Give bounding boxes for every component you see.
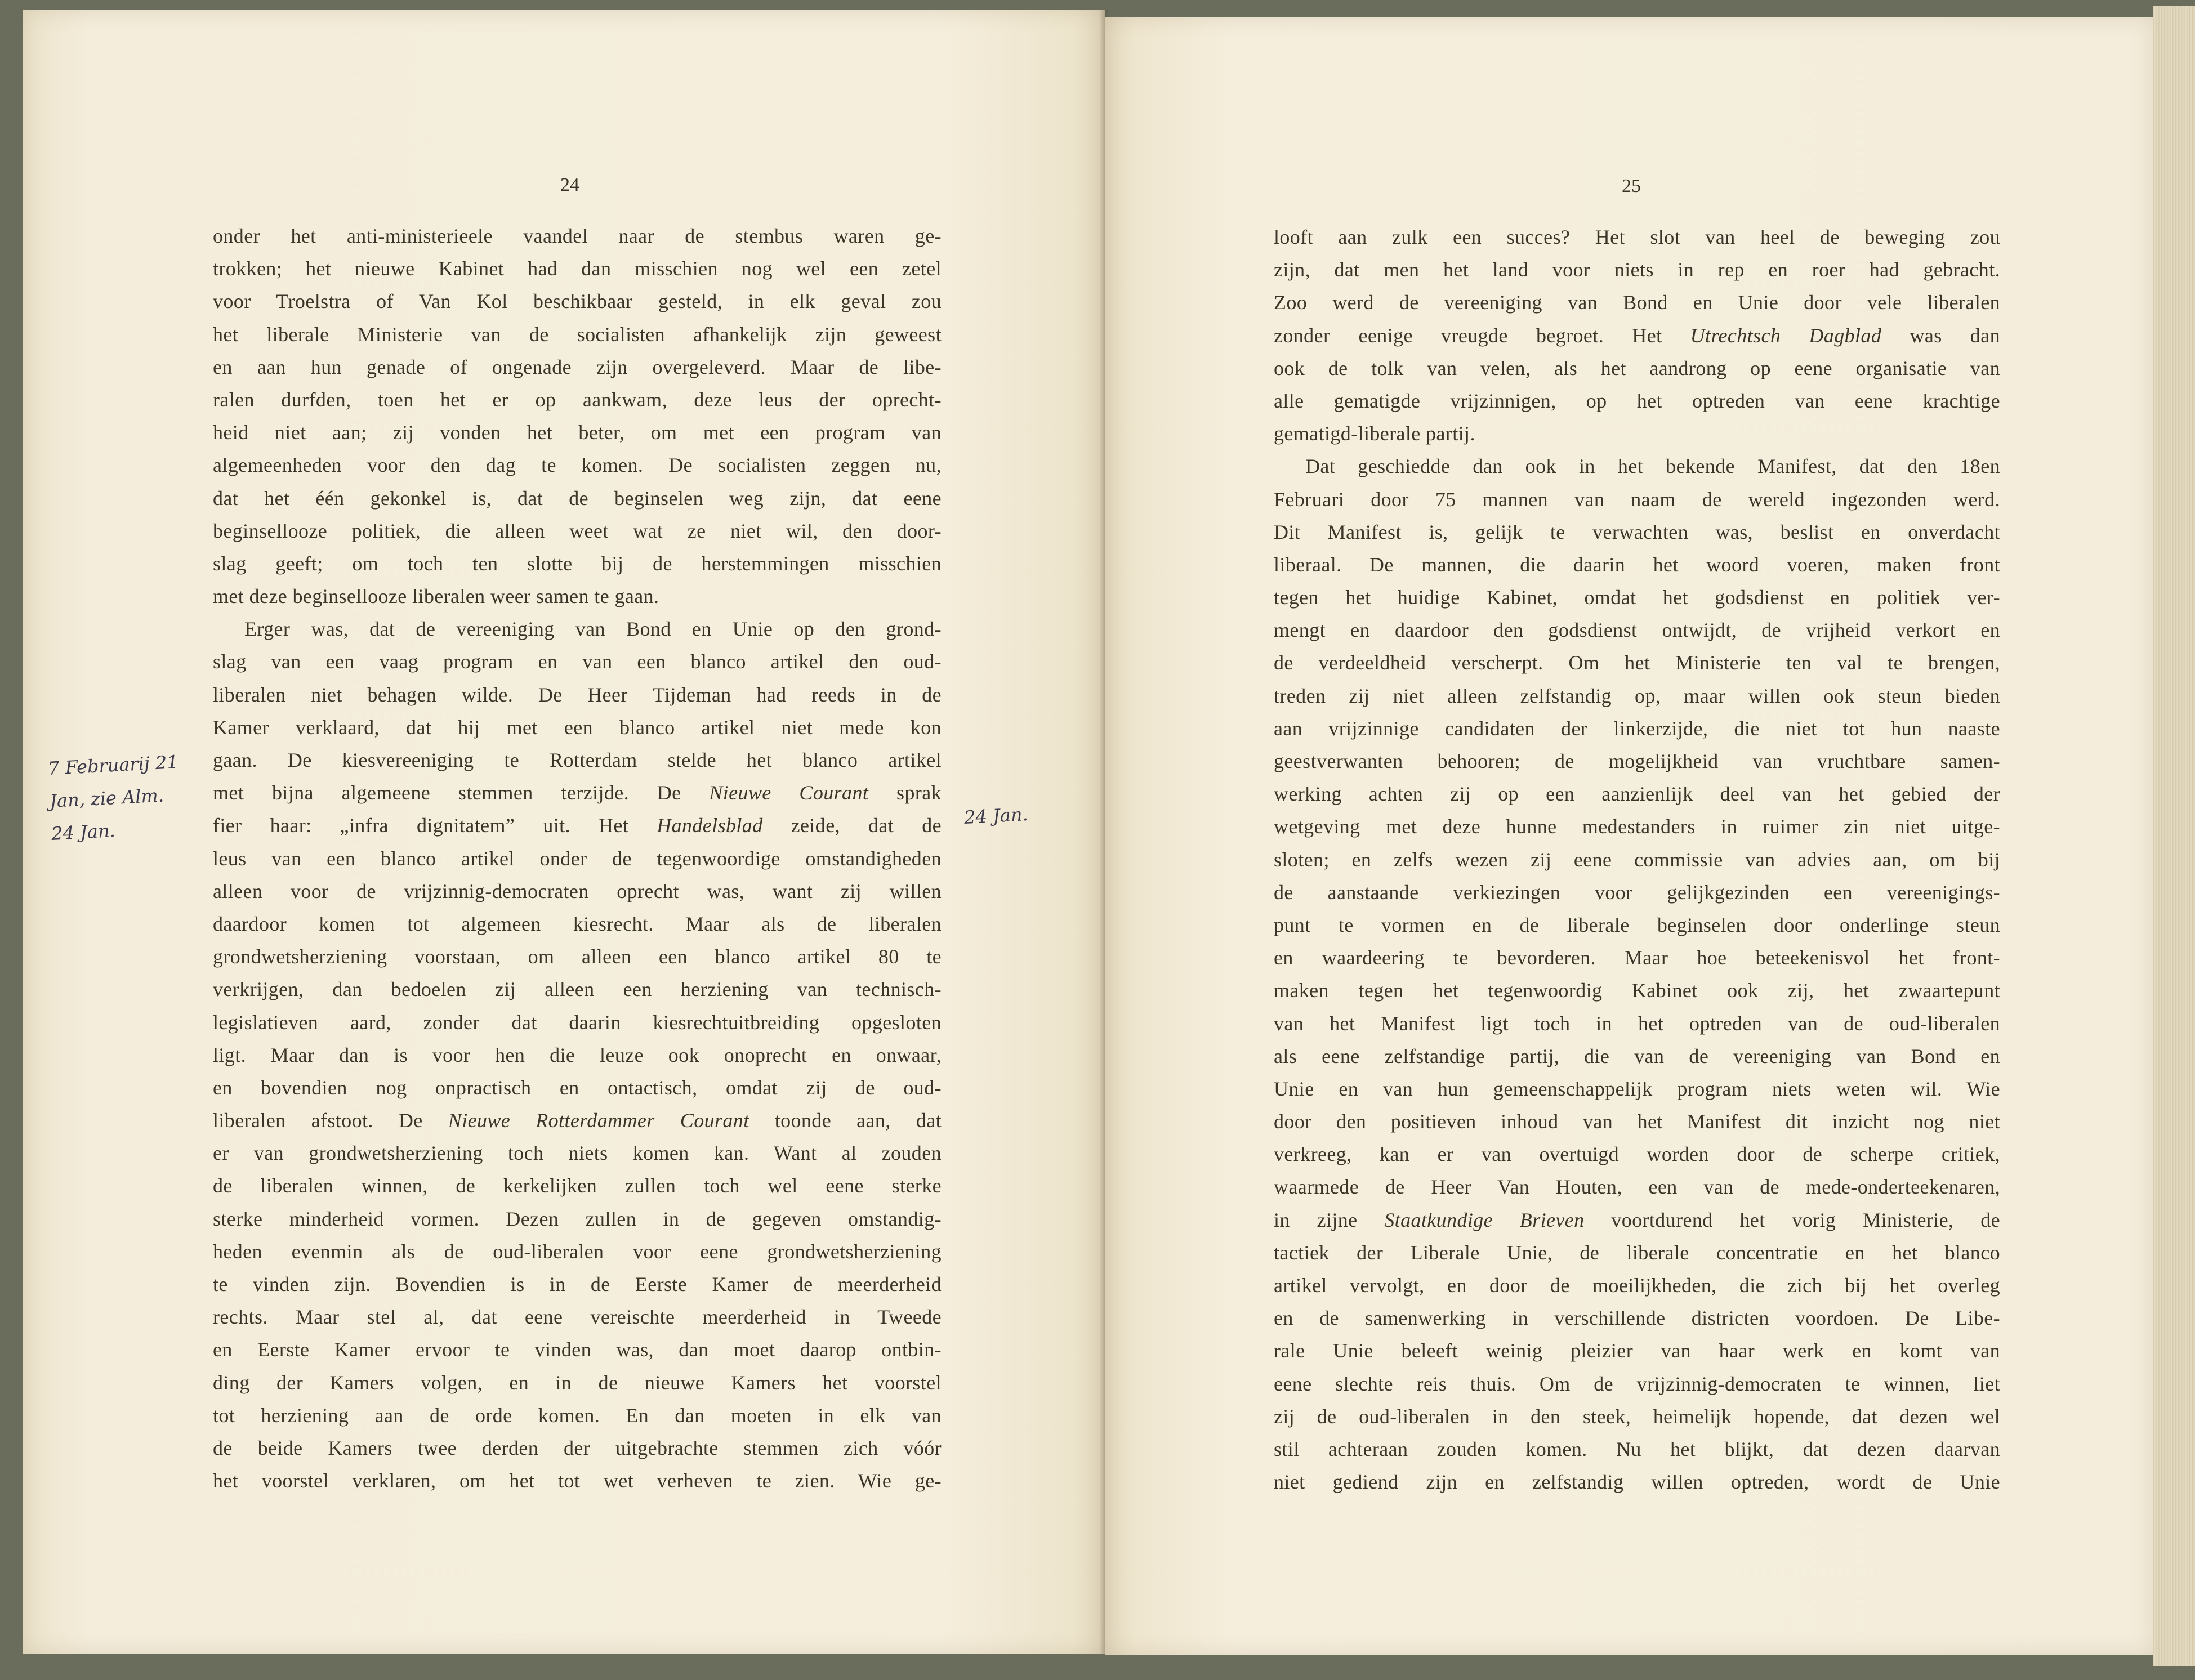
text-line bbox=[213, 1006, 942, 1039]
text-line-content: en aan hun genade of ongenade zijn overgeleverd. Maar de libe- bbox=[213, 355, 942, 378]
text-line-content: Zoo werd de vereeniging van Bond en Unie door vele liberalen bbox=[1274, 291, 2000, 314]
text-line bbox=[213, 515, 942, 547]
text-line-content: door den positieven inhoud van het Manifest dit inzicht nog niet bbox=[1274, 1110, 2000, 1133]
text-line-content: en Eerste Kamer ervoor te vinden was, dan moet daarop ontbin- bbox=[213, 1338, 942, 1361]
text-line bbox=[213, 842, 942, 875]
text-line-content: legislatieven aard, zonder dat daarin kiesrechtuitbreiding opgesloten bbox=[213, 1011, 942, 1034]
text-line-content: rale Unie beleeft weinig pleizier van haar werk en komt van bbox=[1274, 1339, 2000, 1362]
text-line-content: ligt. Maar dan is voor hen die leuze ook onoprecht en onwaar, bbox=[213, 1043, 942, 1066]
text-line bbox=[213, 973, 942, 1006]
text-line bbox=[1274, 941, 2000, 974]
text-line-content: en de samenwerking in verschillende districten voordoen. De Libe- bbox=[1274, 1307, 2000, 1330]
text-line-content: treden zij niet alleen zelfstandig op, maar willen ook steun bieden bbox=[1274, 684, 2000, 707]
italic-title: Nieuwe Rotterdammer Courant bbox=[448, 1109, 749, 1132]
text-line bbox=[213, 1366, 942, 1399]
text-line-content: Dit Manifest is, gelijk te verwachten was, beslist en onverdacht bbox=[1274, 520, 2000, 543]
text-line-content: geestverwanten behooren; de mogelijkheid van vruchtbare samen- bbox=[1274, 750, 2000, 772]
text-line-content: de verdeeldheid verscherpt. Om het Ministerie ten val te brengen, bbox=[1274, 651, 2000, 674]
text-line bbox=[1274, 450, 2000, 482]
text-line-content: van het Manifest ligt toch in het optreden van de oud-liberalen bbox=[1274, 1012, 2000, 1035]
text-line bbox=[213, 220, 942, 252]
text-line bbox=[1274, 974, 2000, 1007]
text-line-content: mengt en daardoor den godsdienst ontwijdt, de vrijheid verkort en bbox=[1274, 619, 2000, 642]
text-line bbox=[213, 1464, 942, 1497]
text-line bbox=[1274, 1433, 2000, 1465]
text-line-content: zij de oud-liberalen in den steek, heimelijk hopende, dat dezen wel bbox=[1274, 1405, 2000, 1428]
text-line bbox=[1274, 1400, 2000, 1433]
text-line bbox=[1274, 1204, 2000, 1236]
text-line-content: beginsellooze politiek, die alleen weet wat ze niet wil, den door- bbox=[213, 519, 942, 542]
text-line-content: trokken; het nieuwe Kabinet had dan misschien nog wel een zetel bbox=[213, 257, 942, 280]
text-line bbox=[213, 1039, 942, 1071]
text-line-content: de beide Kamers twee derden der uitgebrachte stemmen zich vóór bbox=[213, 1436, 942, 1459]
text-line bbox=[1274, 1269, 2000, 1302]
text-line-content: met deze beginsellooze liberalen weer samen te gaan. bbox=[213, 585, 659, 608]
text-line-content: heid niet aan; zij vonden het beter, om met een program van bbox=[213, 421, 942, 444]
text-line-tail: sprak bbox=[868, 781, 942, 805]
text-line-content: artikel vervolgt, en door de moeilijkheden, die zich bij het overleg bbox=[1274, 1274, 2000, 1297]
text-line-content: Unie en van hun gemeenschappelijk program niets weten wil. Wie bbox=[1274, 1077, 2000, 1100]
text-line bbox=[213, 1235, 942, 1268]
text-line bbox=[213, 809, 942, 842]
text-line-content: de aanstaande verkiezingen voor gelijkgezinden een vereenigings- bbox=[1274, 881, 2000, 904]
text-line-content: ook de tolk van velen, als het aandrong op eene organisatie van bbox=[1274, 356, 2000, 379]
text-line-content: ding der Kamers volgen, en in de nieuwe Kamers het voorstel bbox=[213, 1371, 942, 1394]
text-line bbox=[1274, 319, 2000, 352]
text-line bbox=[1274, 614, 2000, 646]
right-page bbox=[1105, 17, 2153, 1655]
text-line bbox=[1274, 1105, 2000, 1138]
text-line-content: en waardeering te bevorderen. Maar hoe beteekenisvol het front- bbox=[1274, 946, 2000, 969]
text-line-content: leus van een blanco artikel onder de tegenwoordige omstandigheden bbox=[213, 847, 942, 870]
text-line-tail: toonde aan, dat bbox=[749, 1109, 942, 1132]
margin-note-line: 24 Jan. bbox=[51, 820, 116, 845]
left-text-column bbox=[213, 220, 942, 1497]
margin-note-line: 7 Februarij 21 bbox=[47, 751, 179, 780]
text-line bbox=[213, 1169, 942, 1202]
text-line bbox=[1274, 876, 2000, 909]
text-line bbox=[213, 776, 942, 809]
text-line-content: slag geeft; om toch ten slotte bij de herstemmingen misschien bbox=[213, 552, 942, 575]
text-line-content: liberaal. De mannen, die daarin het woord voeren, maken front bbox=[1274, 553, 2000, 576]
text-line-content: ralen durfden, toen het er op aankwam, deze leus der oprecht- bbox=[213, 388, 942, 411]
text-line-content: tegen het huidige Kabinet, omdat het godsdienst en politiek ver- bbox=[1274, 586, 2000, 609]
text-line bbox=[1274, 1073, 2000, 1105]
text-line bbox=[1274, 1368, 2000, 1400]
text-line-content: rechts. Maar stel al, dat eene vereischte meerderheid in Tweede bbox=[213, 1306, 942, 1329]
text-line-content: Dat geschiedde dan ook in het bekende Manifest, dat den 18en bbox=[1305, 455, 2000, 478]
right-text-column bbox=[1274, 221, 2000, 1498]
text-line-content: te vinden zijn. Bovendien is in de Eerste Kamer de meerderheid bbox=[213, 1273, 942, 1295]
text-line bbox=[1274, 1302, 2000, 1334]
text-line bbox=[213, 1104, 942, 1137]
text-line bbox=[213, 1071, 942, 1104]
text-line bbox=[213, 252, 942, 285]
page-edges bbox=[2153, 6, 2195, 1666]
text-line bbox=[213, 1268, 942, 1301]
text-line-content: verkrijgen, dan bedoelen zij alleen een herziening van technisch- bbox=[213, 978, 942, 1001]
text-line-content: daardoor komen tot algemeen kiesrecht. Maar als de liberalen bbox=[213, 912, 942, 935]
text-line bbox=[213, 645, 942, 678]
text-line bbox=[1274, 646, 2000, 679]
text-line-content: tactiek der Liberale Unie, de liberale concentratie en het blanco bbox=[1274, 1241, 2000, 1264]
text-line bbox=[213, 416, 942, 449]
text-line-content: gematigd-liberale partij. bbox=[1274, 422, 1475, 445]
handwritten-margin-note-left bbox=[47, 745, 183, 850]
text-line-content: Erger was, dat de vereeniging van Bond en Unie op den grond- bbox=[244, 618, 942, 641]
italic-title: Staatkundige Brieven bbox=[1384, 1208, 1585, 1231]
text-line-content: maken tegen het tegenwoordig Kabinet ook zij, het zwaartepunt bbox=[1274, 979, 2000, 1002]
text-line bbox=[1274, 778, 2000, 810]
text-line bbox=[1274, 1334, 2000, 1367]
text-line-content: werking achten zij op een aanzienlijk deel van het gebied der bbox=[1274, 783, 2000, 806]
text-line bbox=[213, 908, 942, 940]
text-line-content: het liberale Ministerie van de socialisten afhankelijk zijn geweest bbox=[213, 323, 942, 346]
left-page bbox=[23, 10, 1105, 1654]
text-line bbox=[1274, 483, 2000, 516]
text-line-tail: voortdurend het vorig Ministerie, de bbox=[1584, 1208, 2000, 1231]
italic-title: Handelsblad bbox=[657, 814, 763, 837]
text-line-content: als eene zelfstandige partij, die van de vereeniging van Bond en bbox=[1274, 1044, 2000, 1067]
text-line-tail: was dan bbox=[1881, 324, 2000, 347]
text-line-content: liberalen niet behagen wilde. De Heer Tijdeman had reeds in de bbox=[213, 683, 942, 706]
text-line-content: stil achteraan zouden komen. Nu het blijkt, dat dezen daarvan bbox=[1274, 1437, 2000, 1460]
text-line bbox=[213, 1137, 942, 1169]
text-line-content: het voorstel verklaren, om het tot wet verheven te zien. Wie ge- bbox=[213, 1469, 942, 1493]
text-line bbox=[1274, 1465, 2000, 1498]
text-line bbox=[1274, 680, 2000, 712]
text-line-content: sloten; en zelfs wezen zij eene commissie van advies aan, om bij bbox=[1274, 848, 2000, 871]
text-line bbox=[213, 351, 942, 383]
text-line-content: Kamer verklaard, dat hij met een blanco artikel niet mede kon bbox=[213, 716, 942, 739]
text-line-content: liberalen afstoot. De bbox=[213, 1109, 448, 1132]
text-line-content: slag van een vaag program en van een blanco artikel den oud- bbox=[213, 650, 942, 673]
margin-note-line: Jan, zie Alm. bbox=[49, 784, 164, 812]
text-line-content: gaan. De kiesvereeniging te Rotterdam stelde het blanco artikel bbox=[213, 749, 942, 771]
text-line-content: niet gediend zijn en zelfstandig willen optreden, wordt de Unie bbox=[1274, 1471, 2000, 1494]
text-line bbox=[213, 711, 942, 744]
text-line bbox=[213, 1301, 942, 1333]
text-line bbox=[213, 482, 942, 515]
text-line bbox=[213, 1203, 942, 1235]
text-line-content: punt te vormen en de liberale beginselen door onderlinge steun bbox=[1274, 913, 2000, 936]
text-line-content: fier haar: „infra dignitatem” uit. Het bbox=[213, 814, 657, 837]
text-line bbox=[1274, 581, 2000, 614]
text-line bbox=[213, 744, 942, 776]
italic-title: Nieuwe Courant bbox=[709, 781, 869, 805]
text-line bbox=[1274, 516, 2000, 548]
text-line-content: sterke minderheid vormen. Dezen zullen in de gegeven omstandig- bbox=[213, 1207, 942, 1230]
text-line bbox=[213, 449, 942, 481]
text-line-content: aan vrijzinnige candidaten der linkerzijde, die niet tot hun naaste bbox=[1274, 717, 2000, 740]
text-line bbox=[213, 383, 942, 416]
text-line bbox=[1274, 548, 2000, 581]
text-line-content: eene slechte reis thuis. Om de vrijzinnig-democraten te winnen, liet bbox=[1274, 1372, 2000, 1395]
text-line bbox=[1274, 417, 2000, 450]
italic-title: Utrechtsch Dagblad bbox=[1690, 324, 1882, 347]
text-line bbox=[213, 547, 942, 580]
text-line bbox=[1274, 221, 2000, 253]
text-line-content: zonder eenige vreugde begroet. Het bbox=[1274, 324, 1690, 347]
text-line-content: algemeenheden voor den dag te komen. De socialisten zeggen nu, bbox=[213, 454, 942, 477]
text-line bbox=[213, 940, 942, 973]
text-line-content: de liberalen winnen, de kerkelijken zullen toch wel eene sterke bbox=[213, 1174, 942, 1198]
text-line bbox=[213, 1333, 942, 1366]
text-line-content: grondwetsherziening voorstaan, om alleen een blanco artikel 80 te bbox=[213, 945, 942, 968]
text-line-content: tot herziening aan de orde komen. En dan moeten in elk van bbox=[213, 1404, 942, 1427]
text-line bbox=[1274, 909, 2000, 941]
text-line-content: in zijne bbox=[1274, 1208, 1385, 1231]
handwritten-margin-note-center: 24 Jan. bbox=[963, 803, 1029, 828]
text-line bbox=[1274, 745, 2000, 778]
text-line-content: heden evenmin als de oud-liberalen voor eene grondwetsherziening bbox=[213, 1240, 942, 1263]
right-page-number: 25 bbox=[1622, 176, 1641, 196]
text-line-content: alle gematigde vrijzinnigen, op het optreden van eene krachtige bbox=[1274, 389, 2000, 412]
text-line bbox=[213, 678, 942, 711]
text-line bbox=[1274, 1236, 2000, 1269]
text-line-content: Februari door 75 mannen van naam de wereld ingezonden werd. bbox=[1274, 488, 2000, 511]
text-line-content: verkreeg, kan er van overtuigd worden door de scherpe critiek, bbox=[1274, 1143, 2000, 1166]
text-line-content: met bijna algemeene stemmen terzijde. De bbox=[213, 781, 710, 805]
text-line-content: onder het anti-ministerieele vaandel naar de stembus waren ge- bbox=[213, 225, 942, 247]
text-line bbox=[1274, 286, 2000, 319]
text-line bbox=[1274, 385, 2000, 417]
text-line-content: wetgeving met deze hunne medestanders in ruimer zin niet uitge- bbox=[1274, 815, 2000, 838]
text-line bbox=[213, 875, 942, 908]
text-line bbox=[1274, 810, 2000, 843]
text-line-content: looft aan zulk een succes? Het slot van heel de beweging zou bbox=[1274, 226, 2000, 248]
text-line-content: er van grondwetsherziening toch niets komen kan. Want al zouden bbox=[213, 1142, 942, 1165]
text-line bbox=[213, 285, 942, 318]
left-page-number: 24 bbox=[560, 175, 579, 195]
text-line-content: waarmede de Heer Van Houten, een van de mede-onderteekenaren, bbox=[1274, 1176, 2000, 1199]
text-line bbox=[213, 613, 942, 645]
text-line bbox=[1274, 352, 2000, 385]
text-line-tail: zeide, dat de bbox=[762, 814, 942, 837]
text-line bbox=[213, 318, 942, 351]
text-line-content: en bovendien nog onpractisch en ontactisch, omdat zij de oud- bbox=[213, 1076, 942, 1099]
text-line bbox=[1274, 1170, 2000, 1203]
text-line bbox=[1274, 1040, 2000, 1073]
text-line-content: voor Troelstra of Van Kol beschikbaar gesteld, in elk geval zou bbox=[213, 290, 942, 313]
text-line bbox=[1274, 253, 2000, 286]
text-line bbox=[213, 1432, 942, 1464]
text-line-content: dat het één gekonkel is, dat de beginselen weg zijn, dat eene bbox=[213, 486, 942, 510]
text-line bbox=[1274, 712, 2000, 745]
text-line bbox=[213, 1399, 942, 1432]
text-line bbox=[213, 580, 942, 613]
text-line-content: alleen voor de vrijzinnig-democraten oprecht was, want zij willen bbox=[213, 879, 942, 902]
text-line bbox=[1274, 843, 2000, 876]
text-line-content: zijn, dat men het land voor niets in rep en roer had gebracht. bbox=[1274, 258, 2000, 282]
text-line bbox=[1274, 1138, 2000, 1170]
text-line bbox=[1274, 1007, 2000, 1040]
